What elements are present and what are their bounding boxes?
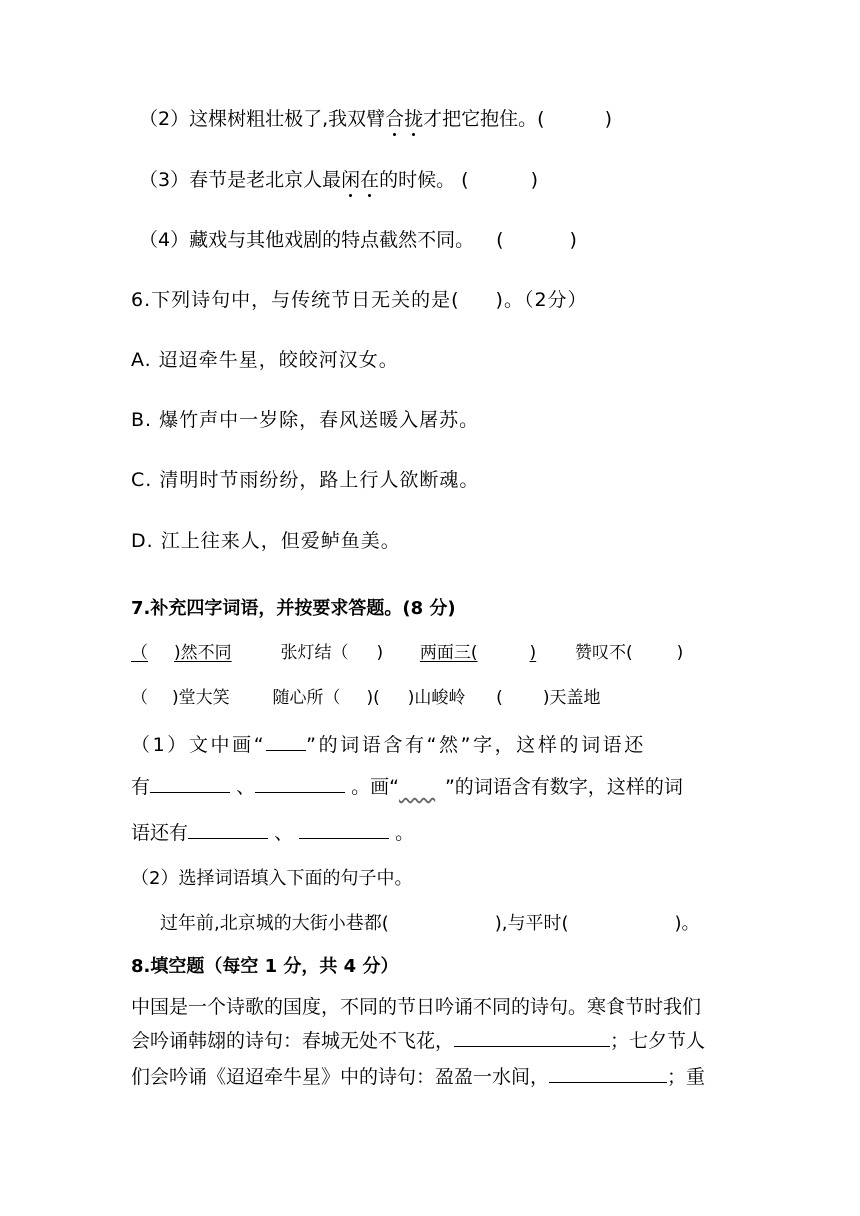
idiom-ran-bu-tong [131, 643, 232, 663]
q8-line2 [131, 1028, 705, 1054]
q7-sub1-line2 [131, 774, 683, 800]
paren-pair: )( [366, 688, 380, 708]
dotted-char: 在 [360, 169, 380, 191]
paren-close: ) [604, 108, 613, 130]
q6-option-d: D. 江上往来人，但爱鲈鱼美。 [131, 530, 401, 552]
q7-sentence [160, 911, 700, 937]
idiom-zhang-deng-jie: 张灯结（ [280, 643, 349, 663]
q5-item-2 [139, 106, 612, 132]
q6-option-a: A. 迢迢牵牛星，皎皎河汉女。 [131, 349, 399, 371]
q6-option-c: C. 清明时节雨纷纷，路上行人欲断魂。 [131, 469, 480, 491]
answer-blank[interactable] [255, 774, 345, 793]
q8-text: 会吟诵韩翃的诗句：春城无处不飞花， [131, 1030, 455, 1052]
q8-title: 8.填空题（每空 1 分，共 4 分） [131, 956, 399, 977]
q7-sub1-line3 [131, 820, 414, 846]
sentence-text: )。 [674, 913, 700, 934]
answer-blank[interactable] [549, 1064, 667, 1083]
sub1-text: 。 [395, 822, 415, 844]
paren-open: （ [131, 643, 148, 663]
q5-item-4-text: （4）藏戏与其他戏剧的特点截然不同。 [139, 229, 475, 251]
q5-item-2-text: （2）这棵树粗壮极了,我双臂 [139, 108, 386, 130]
answer-blank[interactable] [188, 820, 268, 839]
q8-text: ；七夕节人 [610, 1030, 706, 1052]
sub1-text: 有 [131, 776, 151, 798]
answer-blank[interactable] [266, 732, 306, 751]
idiom-text: 两面三( [419, 643, 478, 663]
q7-row-1 [131, 640, 683, 666]
dotted-char: 闲 [341, 169, 361, 191]
q6-question [131, 287, 588, 313]
sentence-text: ),与平时( [494, 913, 569, 934]
q6-question-tail: )。（2分） [495, 289, 588, 311]
sub1-text-b: ”的词语含有“然”字，这样的词语还 [306, 734, 646, 756]
paren-open: （ [131, 688, 148, 708]
q8-line1: 中国是一个诗歌的国度，不同的节日吟诵不同的诗句。寒食节时我们 [131, 996, 702, 1018]
paren-open: ( [496, 229, 504, 251]
wavy-underline-sample [399, 774, 445, 800]
sentence-text: 过年前,北京城的大街小巷都( [160, 913, 389, 934]
separator: 、 [274, 822, 294, 844]
paren-close: ) [569, 229, 577, 251]
q8-text: ；重 [667, 1066, 706, 1088]
q5-item-2-tail: 才把它抱住。( [423, 108, 545, 130]
paren-open: ( [496, 688, 503, 708]
q8-text: 们会吟诵《迢迢牵牛星》中的诗句：盈盈一水间， [131, 1066, 550, 1088]
q5-item-3-tail: 的时候。 ( [379, 169, 469, 191]
dotted-char: 合 [385, 108, 405, 130]
separator: 、 [236, 776, 256, 798]
q7-sub2: （2）选择词语填入下面的句子中。 [131, 868, 413, 889]
idiom-tang-da-xiao: )堂大笑 [172, 688, 230, 708]
sub1-text-a: （1）文中画“ [131, 734, 267, 756]
q7-sub1-line1 [131, 732, 646, 758]
answer-blank[interactable] [454, 1028, 610, 1047]
q7-row-2 [131, 685, 600, 711]
sub1-text: 语还有 [131, 822, 189, 844]
idiom-shan-jun-ling: )山峻岭 [407, 688, 466, 708]
idiom-text: )然不同 [174, 643, 232, 663]
paren-close: ) [530, 169, 538, 191]
paren-close: ) [376, 643, 384, 663]
q7-title: 7.补充四字词语，并按要求答题。(8 分) [131, 598, 456, 619]
idiom-zan-tan-bu: 赞叹不( [575, 643, 633, 663]
answer-blank[interactable] [150, 774, 230, 793]
q5-item-3-text: （3）春节是老北京人最 [139, 169, 342, 191]
idiom-tian-gai-di: )天盖地 [542, 688, 601, 708]
idiom-sui-xin-suo: 随心所（ [272, 688, 341, 708]
q6-question-text: 6.下列诗句中，与传统节日无关的是( [131, 289, 460, 311]
q5-item-4 [139, 227, 577, 253]
sub1-text: ”的词语含有数字，这样的词 [444, 776, 683, 798]
paren-close: ) [529, 643, 537, 663]
answer-blank[interactable] [299, 820, 389, 839]
sub1-text: 。画“ [351, 776, 399, 798]
dotted-char: 拢 [404, 108, 424, 130]
idiom-liang-mian-san [420, 643, 536, 663]
q8-line3 [131, 1064, 705, 1090]
paren-close: ) [676, 643, 684, 663]
q5-item-3 [139, 167, 538, 193]
q6-option-b: B. 爆竹声中一岁除，春风送暖入屠苏。 [131, 409, 480, 431]
